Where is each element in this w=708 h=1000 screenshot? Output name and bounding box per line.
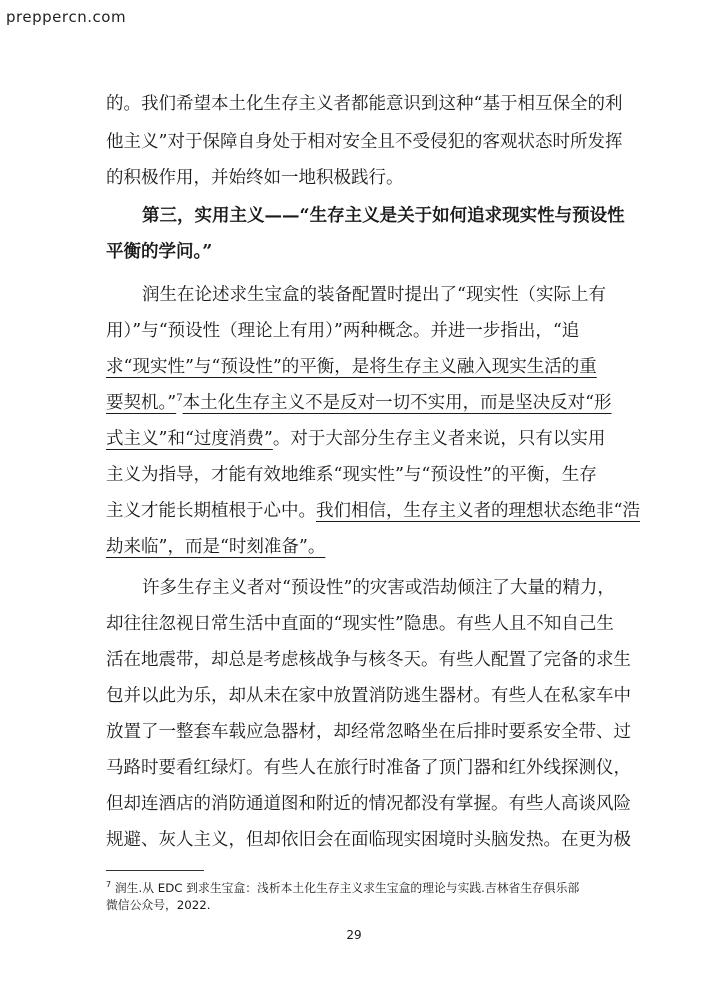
footnote-continuation: 微信公众号，2022. — [106, 898, 211, 912]
underlined-line: 劫来临”，而是“时刻准备”。 — [106, 537, 326, 557]
text-line: 润生在论述求生宝盒的装备配置时提出了“现实性（实际上有 — [142, 285, 606, 305]
text-line: 包并以此为乐，却从未在家中放置消防逃生器材。有些人在私家车中 — [106, 686, 631, 706]
quoted-underlined-line: 求“现实性”与“预设性”的平衡，是将生存主义融入现实生活的重 — [106, 357, 597, 377]
text-line: 用）”与“预设性（理论上有用）”两种概念。并进一步指出，“追 — [106, 321, 580, 341]
underlined-text: 式主义”和“过度消费” — [106, 429, 273, 449]
text-line: 他主义”对于保障自身处于相对安全且不受侵犯的客观状态时所发挥 — [106, 132, 623, 152]
text-line: 马路时要看红绿灯。有些人在旅行时准备了顶门器和红外线探测仪， — [106, 758, 631, 778]
text-line — [106, 391, 612, 415]
plain-text: 主义才能长期植根于心中。 — [106, 501, 316, 521]
text-line: 却往往忽视日常生活中直面的“现实性”隐患。有些人且不知自己生 — [106, 614, 614, 634]
page-number: 29 — [346, 928, 362, 942]
footnote-divider — [106, 870, 204, 871]
text-line — [106, 499, 640, 523]
underlined-text: 我们相信，生存主义者的理想状态绝非“浩 — [316, 501, 640, 521]
text-line: 但却连酒店的消防通道图和附近的情况都没有掌握。有些人高谈风险 — [106, 794, 631, 814]
footnote-number: 7 — [106, 880, 112, 890]
text-line: 的。我们希望本土化生存主义者都能意识到这种“基于相互保全的利 — [106, 94, 623, 114]
section-heading: 平衡的学问。” — [106, 242, 213, 262]
underlined-text: 本土化生存主义不是反对一切不实用，而是坚决反对“形 — [182, 393, 612, 413]
text-line — [106, 427, 605, 451]
section-heading: 第三，实用主义——“生存主义是关于如何追求现实性与预设性 — [142, 206, 625, 226]
text-line: 主义为指导，才能有效地维系“现实性”与“预设性”的平衡，生存 — [106, 465, 597, 485]
text-line: 的积极作用，并始终如一地积极践行。 — [106, 168, 404, 188]
footnote-reference: 7 — [176, 393, 183, 405]
text-line: 许多生存主义者对“预设性”的灾害或浩劫倾注了大量的精力， — [142, 578, 615, 598]
footnote — [106, 880, 579, 896]
site-watermark: prepperсn.com — [6, 8, 127, 26]
text-line: 规避、灰人主义，但却依旧会在面临现实困境时头脑发热。在更为极 — [106, 830, 631, 850]
quoted-underlined-text: 要契机。” — [106, 393, 177, 413]
text-line: 活在地震带，却总是考虑核战争与核冬天。有些人配置了完备的求生 — [106, 650, 631, 670]
footnote-text: 润生.从 EDC 到求生宝盒：浅析本土化生存主义求生宝盒的理论与实践.吉林省生存俱乐部 — [114, 881, 580, 895]
text-line: 放置了一整套车载应急器材，却经常忽略坐在后排时要系安全带、过 — [106, 722, 631, 742]
plain-text: 。对于大部分生存主义者来说，只有以实用 — [272, 429, 606, 449]
